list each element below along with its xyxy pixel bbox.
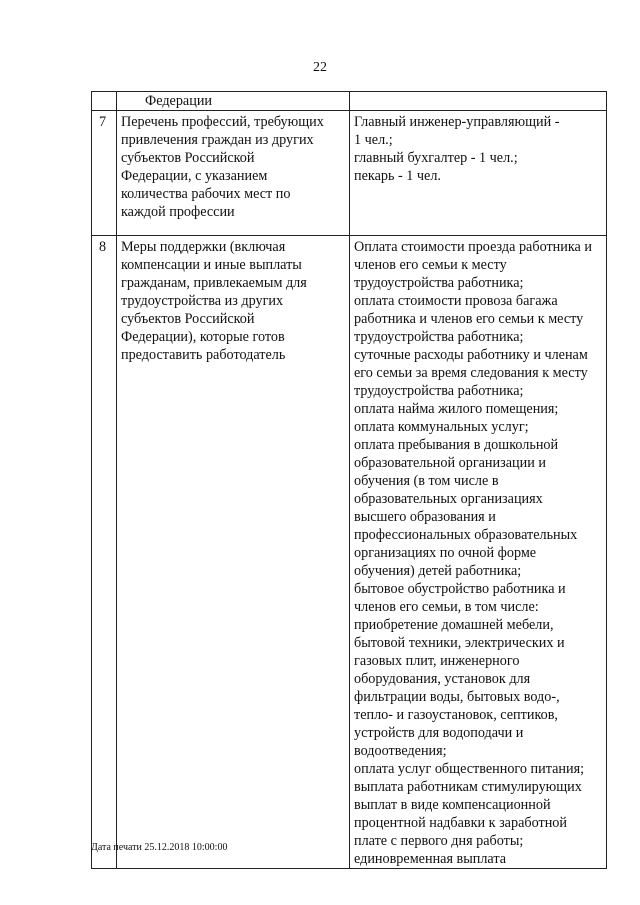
row-7-description xyxy=(117,111,350,236)
cell-text-line: фильтрации воды, бытовых водо-, xyxy=(354,689,560,705)
print-date-footer: Дата печати 25.12.2018 10:00:00 xyxy=(91,842,228,853)
cell-text-line: предоставить работодатель xyxy=(121,347,286,363)
cell-text-line: оплата найма жилого помещения; xyxy=(354,401,559,417)
cell-text-line: членов его семьи, в том числе: xyxy=(354,599,539,615)
cell-text-line: тепло- и газоустановок, септиков, xyxy=(354,707,558,723)
cell-text-line: образовательной организации и xyxy=(354,455,546,471)
row-number-cell: 7 xyxy=(92,111,117,236)
cell-text-line: трудоустройства из других xyxy=(121,293,284,309)
cell-text-line: организациях по очной форме xyxy=(354,545,537,561)
cell-text-line: субъектов Российской xyxy=(121,150,255,166)
row-number-cell xyxy=(92,92,117,111)
cell-text-line: главный бухгалтер - 1 чел.; xyxy=(354,150,518,166)
page-number: 22 xyxy=(313,60,327,75)
cell-text-line: Главный инженер-управляющий - xyxy=(354,114,560,130)
cell-text-line: Федерации), которые готов xyxy=(121,329,285,345)
requirements-table xyxy=(91,91,607,869)
row-number-cell: 8 xyxy=(92,236,117,869)
cell-text-line: оборудования, установок для xyxy=(354,671,531,687)
cell-text-line: единовременная выплата xyxy=(354,851,507,867)
cell-text-line: Федерации, с указанием xyxy=(121,168,268,184)
cell-text-line: суточные расходы работнику и членам xyxy=(354,347,588,363)
cell-text-line: плате с первого дня работы; xyxy=(354,833,524,849)
cell-text-line: трудоустройства работника; xyxy=(354,275,524,291)
cell-text-line: процентной надбавки к заработной xyxy=(354,815,567,831)
cell-text-line: оплата стоимости провоза багажа xyxy=(354,293,558,309)
cell-text-line: трудоустройства работника; xyxy=(354,383,524,399)
row-7-value xyxy=(350,111,607,236)
cell-text-line: высшего образования и xyxy=(354,509,496,525)
cell-text-line: бытовое обустройство работника и xyxy=(354,581,566,597)
cell-text-line: газовых плит, инженерного xyxy=(354,653,520,669)
cell-text-line: обучения (в том числе в xyxy=(354,473,499,489)
table-row-continuation xyxy=(92,92,607,111)
table-row-7 xyxy=(92,111,607,236)
cell-text-line: Меры поддержки (включая xyxy=(121,239,286,255)
cell-text-line: гражданам, привлекаемым для xyxy=(121,275,307,291)
cell-text-line: образовательных организациях xyxy=(354,491,543,507)
cell-text-line: его семьи за время следования к месту xyxy=(354,365,588,381)
cell-text-line: членов его семьи к месту xyxy=(354,257,507,273)
cell-text-line: выплата работникам стимулирующих xyxy=(354,779,582,795)
cell-text-line: приобретение домашней мебели, xyxy=(354,617,554,633)
cell-text-line: работника и членов его семьи к месту xyxy=(354,311,584,327)
cell-text-line: выплат в виде компенсационной xyxy=(354,797,551,813)
cell-text-line: водоотведения; xyxy=(354,743,447,759)
cell-text-line: профессиональных образовательных xyxy=(354,527,578,543)
continuation-left-cell xyxy=(117,92,350,111)
table-row-8 xyxy=(92,236,607,869)
cell-text-line: привлечения граждан из других xyxy=(121,132,314,148)
cell-text-line: оплата услуг общественного питания; xyxy=(354,761,585,777)
cell-text-line: субъектов Российской xyxy=(121,311,255,327)
cell-text-line: компенсации и иные выплаты xyxy=(121,257,302,273)
cell-text-line: трудоустройства работника; xyxy=(354,329,524,345)
continuation-right-cell xyxy=(350,92,607,111)
cell-text-line: Оплата стоимости проезда работника и xyxy=(354,239,592,255)
continuation-text: Федерации xyxy=(145,93,213,109)
cell-text-line: устройств для водоподачи и xyxy=(354,725,524,741)
row-8-description xyxy=(117,236,350,869)
cell-text-line: бытовой техники, электрических и xyxy=(354,635,565,651)
cell-text-line: пекарь - 1 чел. xyxy=(354,168,441,184)
cell-text-line: оплата пребывания в дошкольной xyxy=(354,437,559,453)
cell-text-line: обучения) детей работника; xyxy=(354,563,522,579)
row-8-value xyxy=(350,236,607,869)
cell-text-line: оплата коммунальных услуг; xyxy=(354,419,529,435)
cell-text-line: каждой профессии xyxy=(121,204,235,220)
cell-text-line: Перечень профессий, требующих xyxy=(121,114,324,130)
cell-text-line: 1 чел.; xyxy=(354,132,393,148)
cell-text-line: количества рабочих мест по xyxy=(121,186,291,202)
